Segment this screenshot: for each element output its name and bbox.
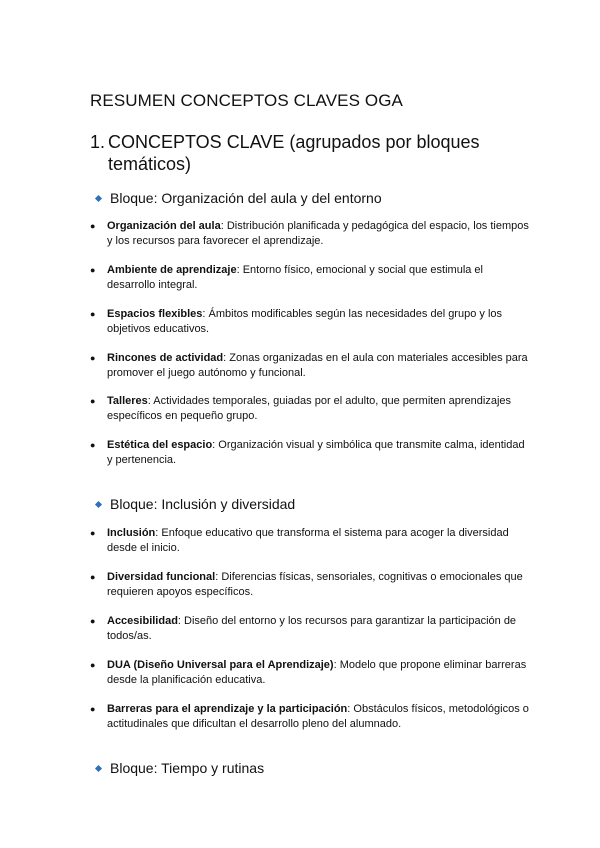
item-term: Ambiente de aprendizaje	[107, 264, 237, 276]
block-title: Bloque: Organización del aula y del entorno	[110, 190, 382, 206]
list-item	[90, 307, 530, 337]
bullet-icon: ●	[90, 221, 96, 231]
item-definition: : Organización visual y simbólica que transmite calma, identidad y pertenencia.	[107, 439, 525, 466]
item-definition: : Diferencias físicas, sensoriales, cognitivas o emocionales que requieren apoyos específicos.	[107, 571, 523, 598]
item-term: Rincones de actividad	[107, 352, 224, 364]
list-item	[90, 614, 530, 644]
document-title: RESUMEN CONCEPTOS CLAVES OGA	[90, 91, 403, 110]
bullet-icon: ●	[90, 440, 96, 450]
block-title: Bloque: Tiempo y rutinas	[110, 760, 265, 776]
diamond-bullet-icon	[95, 500, 102, 507]
block-heading	[96, 496, 295, 512]
item-term: Estética del espacio	[107, 439, 213, 451]
block-heading	[96, 760, 264, 776]
list-item	[90, 526, 530, 556]
block-title: Bloque: Inclusión y diversidad	[110, 496, 296, 512]
item-term: DUA (Diseño Universal para el Aprendizaje)	[107, 659, 334, 671]
list-item	[90, 394, 530, 424]
bullet-icon: ●	[90, 660, 96, 670]
bullet-icon: ●	[90, 572, 96, 582]
block-heading	[96, 190, 382, 206]
section-heading-line2: temáticos)	[108, 154, 192, 174]
item-term: Accesibilidad	[107, 615, 178, 627]
section-heading-line1: CONCEPTOS CLAVE (agrupados por bloques	[108, 132, 480, 152]
item-term: Diversidad funcional	[107, 571, 216, 583]
list-item	[90, 438, 530, 468]
list-item	[90, 702, 530, 732]
item-definition: : Entorno físico, emocional y social que estimula el desarrollo integral.	[107, 264, 483, 291]
bullet-icon: ●	[90, 528, 96, 538]
list-item	[90, 658, 530, 688]
item-definition: : Diseño del entorno y los recursos para garantizar la participación de todos/as.	[107, 615, 517, 642]
list-item	[90, 263, 530, 293]
list-item	[90, 219, 530, 249]
bullet-icon: ●	[90, 704, 96, 714]
item-term: Espacios flexibles	[107, 308, 203, 320]
list-item	[90, 351, 530, 381]
item-definition: : Distribución planificada y pedagógica del espacio, los tiempos y los recursos para favorecer el aprendizaje.	[107, 220, 529, 247]
section-number: 1.	[90, 132, 106, 152]
item-definition: : Modelo que propone eliminar barreras desde la planificación educativa.	[107, 659, 527, 686]
section-heading	[90, 131, 510, 175]
bullet-icon: ●	[90, 309, 96, 319]
item-definition: : Ámbitos modificables según las necesidades del grupo y los objetivos educativos.	[107, 308, 503, 335]
item-term: Talleres	[107, 395, 148, 407]
list-item	[90, 570, 530, 600]
item-definition: : Actividades temporales, guiadas por el adulto, que permiten aprendizajes específicos en pequeño grupo.	[107, 395, 512, 422]
bullet-icon: ●	[90, 396, 96, 406]
item-definition: : Zonas organizadas en el aula con materiales accesibles para promover el juego autónomo y funcional.	[107, 352, 528, 379]
bullet-icon: ●	[90, 616, 96, 626]
item-term: Barreras para el aprendizaje y la participación	[107, 703, 348, 715]
item-definition: : Enfoque educativo que transforma el sistema para acoger la diversidad desde el inicio.	[107, 527, 509, 554]
item-definition: : Obstáculos físicos, metodológicos o actitudinales que dificultan el desarrollo pleno del alumnado.	[107, 703, 529, 730]
diamond-bullet-icon	[95, 764, 102, 771]
item-term: Organización del aula	[107, 220, 221, 232]
bullet-icon: ●	[90, 353, 96, 363]
diamond-bullet-icon	[95, 194, 102, 201]
bullet-icon: ●	[90, 265, 96, 275]
item-term: Inclusión	[107, 527, 156, 539]
